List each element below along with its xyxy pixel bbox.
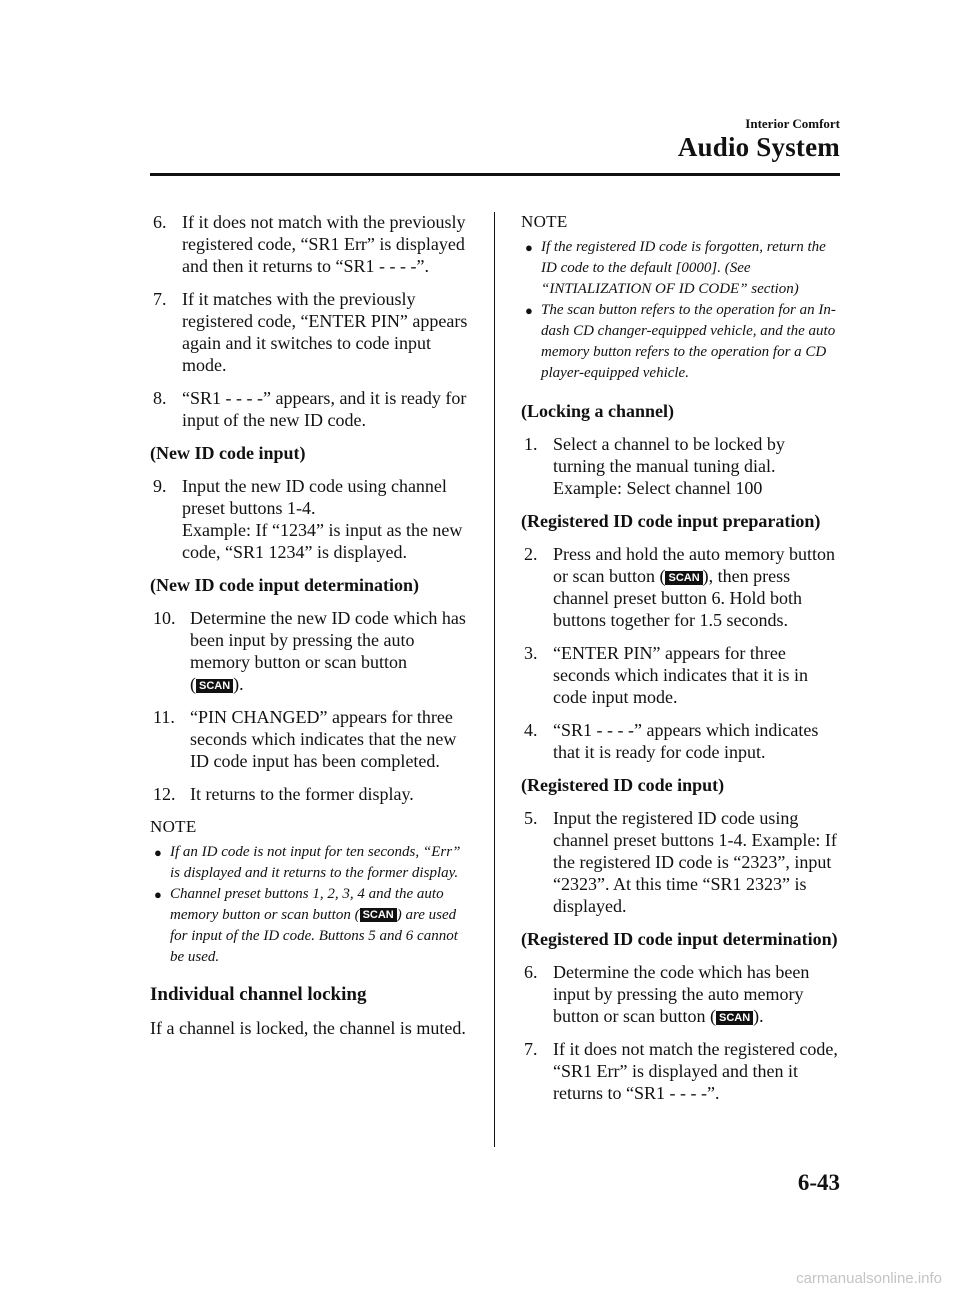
- right-column: [521, 211, 841, 1115]
- note-text: If an ID code is not input for ten seconds, “Err” is displayed and it returns to the former display.: [170, 844, 461, 881]
- scan-button-icon: SCAN: [196, 679, 233, 693]
- step-text: “SR1 - - - -” appears which indicates that it is ready for code input.: [553, 720, 819, 762]
- step-number: 2.: [524, 544, 538, 564]
- bullet-icon: ●: [154, 845, 162, 860]
- note-item: [521, 300, 841, 384]
- step-11: [150, 706, 472, 772]
- body-paragraph: If a channel is locked, the channel is muted.: [150, 1018, 466, 1038]
- note-text: Channel preset buttons 1, 2, 3, 4 and the auto memory button or scan button (: [170, 886, 444, 923]
- bullet-icon: ●: [525, 303, 533, 318]
- heading-locking-channel: (Locking a channel): [521, 401, 675, 421]
- note-item: [150, 842, 472, 884]
- step-text: Determine the new ID code which has been input by pressing the auto memory button or scan button: [190, 608, 466, 672]
- note-block-left: [150, 816, 472, 968]
- step-text: “SR1 - - - -” appears, and it is ready for input of the new ID code.: [182, 388, 467, 430]
- step-6: [150, 211, 472, 277]
- left-column: [150, 211, 472, 1050]
- step-text: It returns to the former display.: [190, 784, 414, 804]
- step-1: [521, 433, 841, 499]
- heading-new-id-input: (New ID code input): [150, 443, 306, 463]
- note-text: If the registered ID code is forgotten, return the ID code to the default [0000]. (See “INTIALIZATION OF ID CODE” section): [541, 239, 826, 297]
- heading-new-id-determination: (New ID code input determination): [150, 575, 419, 595]
- step-2: [521, 543, 841, 631]
- note-block-right: [521, 211, 841, 384]
- note-title: NOTE: [150, 817, 197, 836]
- step-7: [521, 1038, 841, 1104]
- heading-individual-channel-locking: Individual channel locking: [150, 984, 367, 1005]
- section-label: Interior Comfort: [745, 116, 840, 131]
- step-number: 6.: [524, 962, 538, 982]
- note-text: The scan button refers to the operation for an In-dash CD changer-equipped vehicle, and the auto memory button refers to the operation for a CD player-equipped vehicle.: [541, 302, 836, 381]
- paren-close: ).: [233, 674, 244, 694]
- step-number: 10.: [153, 608, 176, 628]
- step-text: Select a channel to be locked by turning the manual tuning dial.: [553, 434, 785, 476]
- paren-open: (: [190, 674, 196, 694]
- step-5: [521, 807, 841, 917]
- step-text: Press and hold the auto memory button or scan button (: [553, 544, 835, 586]
- note-text: ) are used for input of the ID code. Buttons 5 and 6 cannot be used.: [170, 907, 458, 965]
- step-number: 1.: [524, 434, 538, 454]
- page-number: 6-43: [797, 1170, 840, 1195]
- note-item: [150, 884, 472, 968]
- step-text: ).: [753, 1006, 764, 1026]
- step-number: 5.: [524, 808, 538, 828]
- bullet-icon: ●: [154, 887, 162, 902]
- note-title: NOTE: [521, 212, 568, 231]
- watermark: carmanualsonline.info: [796, 1270, 942, 1287]
- step-text: “ENTER PIN” appears for three seconds which indicates that it is in code input mode.: [553, 643, 808, 707]
- step-8: [150, 387, 472, 431]
- scan-button-icon: SCAN: [716, 1011, 753, 1025]
- step-example: Example: If “1234” is input as the new code, “SR1 1234” is displayed.: [182, 520, 463, 562]
- step-text: Input the new ID code using channel preset buttons 1-4.: [182, 476, 447, 518]
- heading-registered-id-input: (Registered ID code input): [521, 775, 725, 795]
- step-text: “PIN CHANGED” appears for three seconds which indicates that the new ID code input has been completed.: [190, 707, 457, 771]
- step-text: If it does not match the registered code, “SR1 Err” is displayed and then it returns to “SR1 - - - -”.: [553, 1039, 838, 1103]
- scan-button-icon: SCAN: [360, 908, 397, 922]
- column-divider: [494, 212, 495, 1147]
- step-text: If it matches with the previously registered code, “ENTER PIN” appears again and it switches to code input mode.: [182, 289, 468, 375]
- note-item: [521, 237, 841, 300]
- page-title: Audio System: [677, 132, 840, 162]
- heading-registered-id-preparation: (Registered ID code input preparation): [521, 511, 821, 531]
- step-number: 12.: [153, 784, 176, 804]
- header-rule: [150, 173, 840, 176]
- step-number: 7.: [153, 289, 167, 309]
- step-example: Example: Select channel 100: [553, 478, 763, 498]
- step-3: [521, 642, 841, 708]
- step-12: [150, 783, 472, 805]
- step-number: 6.: [153, 212, 167, 232]
- scan-button-icon: SCAN: [665, 571, 702, 585]
- step-text: ), then press channel preset button 6. Hold both buttons together for 1.5 seconds.: [553, 566, 802, 630]
- step-number: 3.: [524, 643, 538, 663]
- step-9: [150, 475, 472, 563]
- step-10: [150, 607, 472, 695]
- step-number: 8.: [153, 388, 167, 408]
- heading-registered-id-determination: (Registered ID code input determination): [521, 929, 838, 949]
- step-text: Input the registered ID code using channel preset buttons 1-4. Example: If the registered ID code is “2323”, input “2323”. At this time “SR1 2323” is displayed.: [553, 808, 837, 916]
- step-7: [150, 288, 472, 376]
- step-text: If it does not match with the previously registered code, “SR1 Err” is displayed and then it returns to “SR1 - - - -”.: [182, 212, 466, 276]
- step-number: 7.: [524, 1039, 538, 1059]
- step-4: [521, 719, 841, 763]
- step-number: 11.: [153, 707, 175, 727]
- step-6: [521, 961, 841, 1027]
- step-number: 9.: [153, 476, 167, 496]
- step-text: Determine the code which has been input by pressing the auto memory button or scan button (: [553, 962, 810, 1026]
- bullet-icon: ●: [525, 240, 533, 255]
- step-number: 4.: [524, 720, 538, 740]
